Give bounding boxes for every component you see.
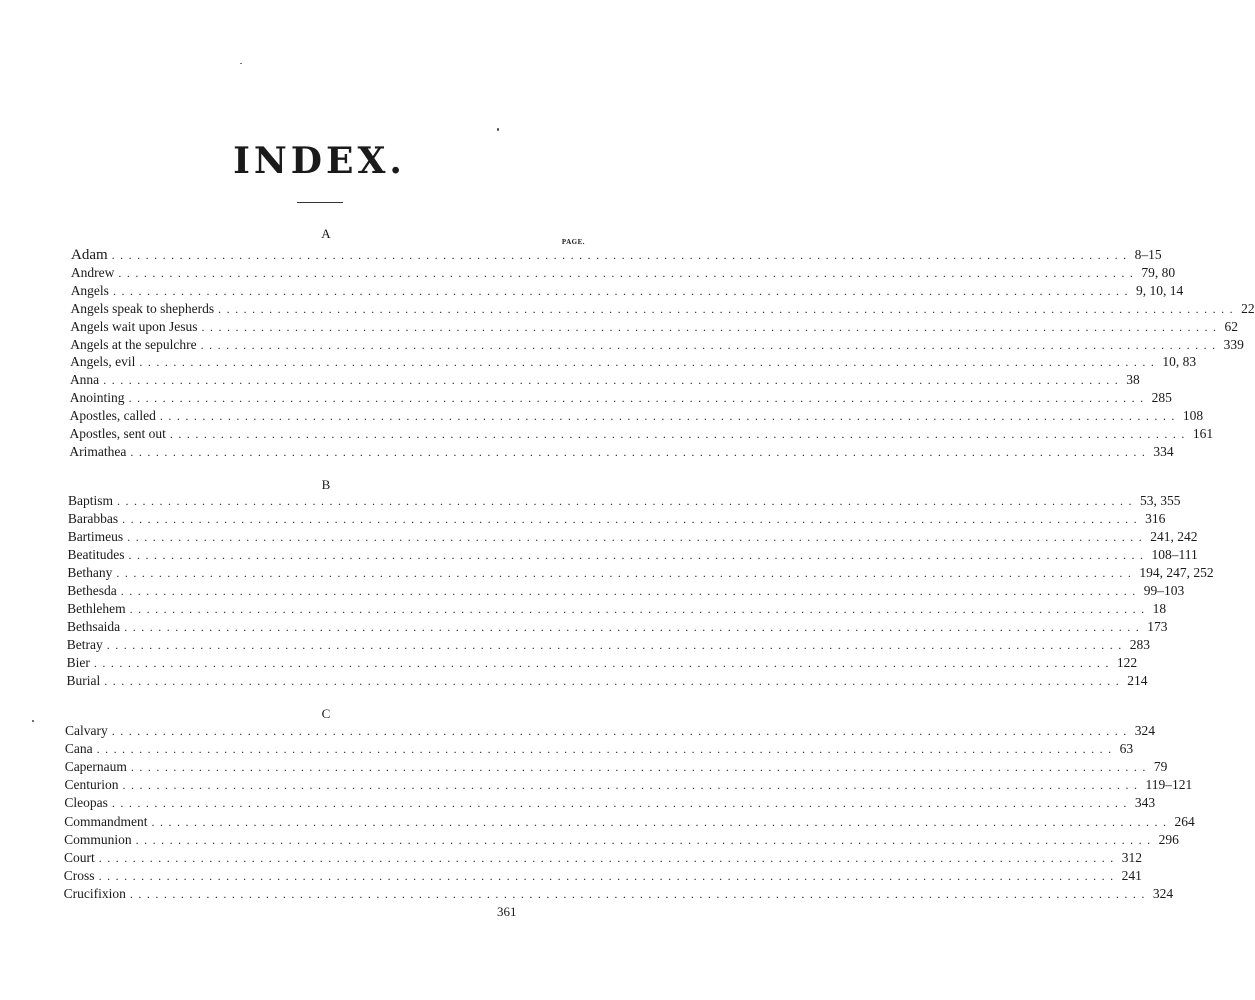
index-pages: 18 [1152,601,1167,616]
index-entry [70,282,1184,300]
dot-leader: ........................................................................................................................ [98,868,1119,883]
dot-leader: ........................................................................................................................ [117,494,1138,508]
index-pages: 161 [1192,426,1214,441]
index-entry [70,318,1239,336]
index-term: Bethany [67,565,113,580]
dot-leader: ........................................................................................................................ [111,248,1132,262]
index-entry [69,407,1204,425]
index-pages: 241 [1121,867,1142,883]
dot-leader: ........................................................................................................................ [129,886,1150,901]
index-pages: 194, 247, 252 [1139,565,1214,580]
dot-leader: ........................................................................................................................ [201,319,1222,334]
dot-leader: ........................................................................................................................ [111,724,1132,738]
index-pages: 214 [1127,673,1148,688]
index-term: Apostles, sent out [69,426,166,441]
index-pages: 79 [1153,759,1168,775]
index-entry [63,849,1142,867]
index-term: Angels, evil [70,354,136,370]
index-entry [63,867,1142,885]
section-letter-a: A [321,226,331,241]
dot-leader: ........................................................................................................................ [129,602,1150,616]
index-entry [64,794,1156,812]
index-term: Cross [63,867,95,883]
index-entry [70,300,1255,318]
index-pages: 324 [1134,723,1155,738]
dot-leader: ........................................................................................................................ [112,283,1133,298]
index-entry [63,885,1174,903]
dot-leader: ........................................................................................................................ [104,674,1125,688]
index-term: Centurion [64,777,119,793]
index-term: Angels [70,282,109,298]
index-term: Communion [64,831,132,847]
index-term: Bartimeus [67,529,124,544]
dot-leader: ........................................................................................................................ [151,814,1172,829]
scan-speck [240,63,242,64]
index-entry [68,492,1181,510]
dot-leader: ........................................................................................................................ [111,796,1132,811]
index-term: Anna [69,372,100,388]
index-term: Bethesda [67,583,117,598]
index-term: Bier [66,655,90,670]
dot-leader: ........................................................................................................................ [130,760,1151,775]
index-pages: 108 [1182,408,1204,424]
index-entry [70,264,1176,282]
index-term: Calvary [65,723,108,738]
dot-leader: ........................................................................................................................ [96,742,1117,757]
index-term: Andrew [70,264,115,280]
index-term: Arimathea [69,443,127,459]
dot-leader: ........................................................................................................................ [128,391,1149,406]
index-entry [70,336,1244,354]
index-entry [67,582,1185,600]
section-letter-b: B [321,477,331,492]
index-pages: 53, 355 [1140,493,1181,508]
index-entry [71,246,1162,264]
index-entry [64,831,1179,849]
index-entry [69,371,1140,389]
index-pages: 9, 10, 14 [1135,282,1184,298]
index-pages: 122 [1116,655,1138,670]
index-entry [67,564,1214,582]
dot-leader: ........................................................................................................................ [139,355,1160,370]
page-column-heading: PAGE. [561,238,585,246]
index-pages: 119–121 [1145,777,1193,793]
index-entry [67,528,1198,546]
index-pages: 316 [1145,511,1166,526]
index-pages: 108–111 [1151,547,1198,562]
index-pages: 334 [1153,443,1174,459]
index-pages: 296 [1158,831,1179,847]
index-pages: 264 [1174,813,1195,829]
index-pages: 8–15 [1134,247,1162,262]
index-entry [66,618,1168,636]
index-pages: 62 [1224,318,1239,334]
dot-leader: ........................................................................................................................ [116,566,1137,580]
dot-leader: ........................................................................................................................ [103,373,1124,388]
index-pages: 63 [1119,741,1134,757]
index-entry [65,722,1155,740]
dot-leader: ........................................................................................................................ [122,778,1143,793]
scan-speck [497,128,499,131]
index-term: Commandment [64,813,148,829]
index-term: Capernaum [64,759,127,775]
dot-leader: ........................................................................................................................ [169,427,1190,441]
dot-leader: ........................................................................................................................ [200,337,1221,352]
index-term: Angels at the sepulchre [70,336,197,352]
section-letter-c: C [321,706,331,721]
index-term: Angels wait upon Jesus [70,318,198,334]
index-entry [69,425,1214,443]
index-term: Crucifixion [63,885,126,901]
dot-leader: ........................................................................................................................ [93,656,1114,670]
index-entry [64,813,1195,831]
dot-leader: ........................................................................................................................ [98,850,1119,865]
dot-leader: ........................................................................................................................ [127,530,1148,544]
index-pages: 283 [1129,637,1151,652]
dot-leader: ........................................................................................................................ [128,548,1149,562]
dot-leader: ........................................................................................................................ [218,301,1239,316]
index-term: Bethsaida [66,619,121,634]
index-entry [69,389,1172,407]
index-pages: 324 [1152,885,1174,901]
index-term: Betray [66,637,103,652]
index-term: Anointing [69,390,125,406]
index-pages: 241, 242 [1150,529,1198,544]
index-term: Adam [71,247,108,263]
page-number: 361 [497,904,517,919]
dot-leader: ........................................................................................................................ [124,620,1145,634]
index-pages: 79, 80 [1141,264,1176,280]
dot-leader: ........................................................................................................................ [130,444,1151,459]
index-term: Cana [64,741,93,757]
index-entry [66,654,1138,672]
dot-leader: ........................................................................................................................ [118,265,1139,280]
index-entry [64,740,1134,758]
index-entry [67,600,1167,618]
index-term: Apostles, called [69,408,156,424]
dot-leader: ........................................................................................................................ [106,638,1127,652]
dot-leader: ........................................................................................................................ [122,512,1143,526]
index-entry [64,758,1168,776]
index-term: Barabbas [67,511,119,526]
index-pages: 22 [1241,300,1255,316]
index-term: Bethlehem [67,601,126,616]
index-pages: 38 [1126,372,1140,388]
index-term: Burial [66,673,101,688]
dot-leader: ........................................................................................................................ [159,409,1180,424]
index-pages: 173 [1147,619,1168,634]
index-pages: 339 [1223,336,1244,352]
page-title: INDEX. [233,140,406,182]
index-pages: 10, 83 [1162,354,1197,370]
index-entry [67,510,1166,528]
index-pages: 99–103 [1143,583,1185,598]
index-entry [69,443,1174,461]
index-term: Baptism [68,493,114,508]
index-term: Cleopas [64,795,108,811]
index-entry [67,546,1198,564]
index-pages: 285 [1151,390,1172,406]
dot-leader: ........................................................................................................................ [135,832,1156,847]
index-entry [70,353,1197,371]
index-pages: 312 [1121,849,1142,865]
index-term: Court [63,849,95,865]
index-entry [64,776,1193,794]
index-entry [66,636,1151,654]
index-entry [66,672,1148,690]
index-term: Angels speak to shepherds [70,300,215,316]
index-term: Beatitudes [67,547,125,562]
title-divider [297,202,343,203]
dot-leader: ........................................................................................................................ [120,584,1141,598]
index-pages: 343 [1134,795,1156,811]
